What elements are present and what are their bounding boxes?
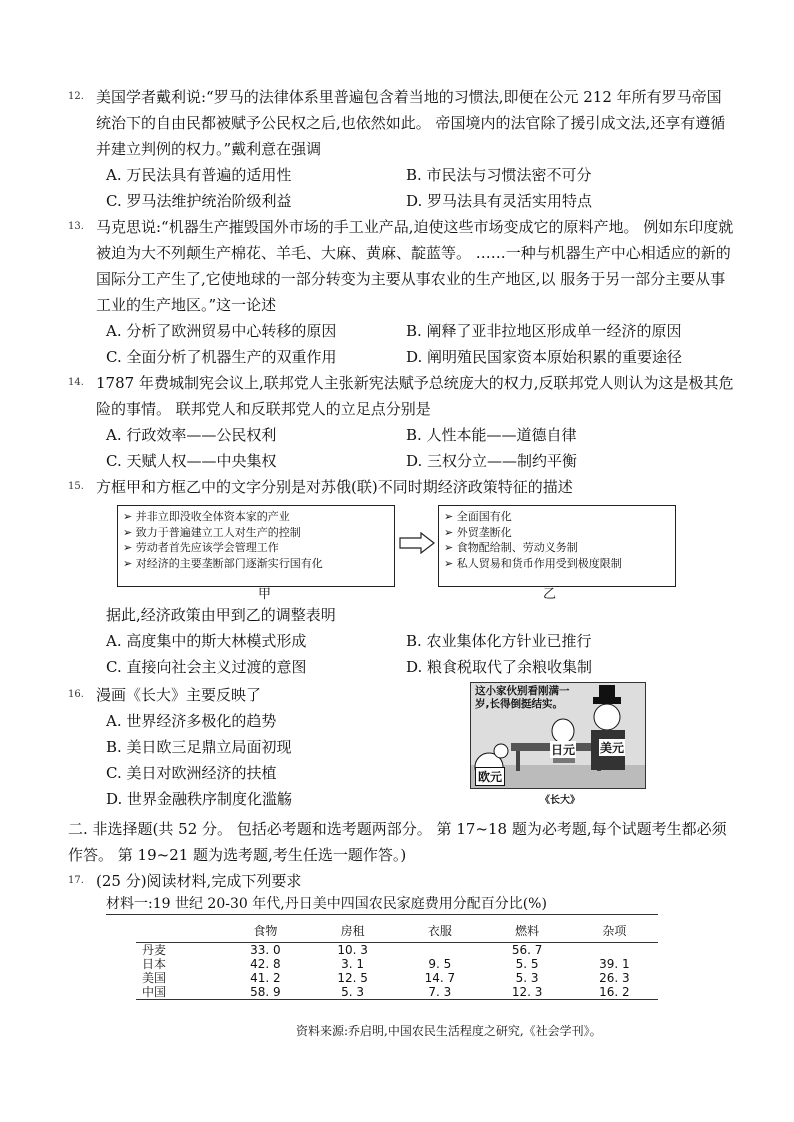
policy-box-b-item: ➢ 全面国有化	[444, 509, 670, 525]
question-follow-text: 据此,经济政策由甲到乙的调整表明	[106, 606, 336, 624]
question-stem: 方框甲和方框乙中的文字分别是对苏俄(联)不同时期经济政策特征的描述	[96, 478, 573, 496]
speech-line: 这小家伙别看刚满一	[475, 685, 570, 697]
option-c[interactable]: C. 全面分析了机器生产的双重作用	[106, 348, 337, 366]
policy-box-b-item: ➢ 外贸垄断化	[444, 525, 670, 541]
table-header-cell: 食物	[222, 918, 309, 943]
option-b[interactable]: B. 农业集体化方针业已推行	[406, 632, 592, 650]
table-cell: 56. 7	[511, 943, 543, 957]
table-header-row	[136, 918, 658, 943]
question-stem: 漫画《长大》主要反映了	[96, 686, 262, 704]
question-number: 15.	[68, 481, 84, 492]
policy-box-a-item: ➢ 并非立即没收全体资本家的产业	[123, 509, 389, 525]
question-number: 16.	[68, 689, 84, 700]
options	[106, 628, 746, 680]
question-stem: 马克思说:“机器生产摧毁国外市场的手工业产品,迫使这些市场变成它的原料产地。 例如东印度就被迫为大不列颠生产棉花、羊毛、大麻、黄麻、靛蓝等。 ……一种与机器生产中心相适应的新的国际分工产生了,它使地球的一部分转变为主要从事农业的生产地区,以 服务于另一部分主要从事工业的生产地区。”这一论述	[96, 218, 734, 314]
table-row	[136, 943, 658, 958]
option-d[interactable]: D. 世界金融秩序制度化滥觞	[106, 790, 293, 808]
table-cell: 3. 1	[341, 957, 365, 971]
question-15	[68, 474, 736, 500]
table-row-label: 中国	[136, 985, 222, 1000]
option-d[interactable]: D. 三权分立——制约平衡	[406, 452, 578, 470]
table-cell: 39. 1	[599, 957, 630, 971]
question-stem: 美国学者戴利说:“罗马的法律体系里普遍包含着当地的习惯法,即便在公元 212 年所有罗马帝国统治下的自由民都被赋予公民权之后,也依然如此。 帝国境内的法官除了援引成文法,还享有遵循并建立判例的权力。”戴利意在强调	[96, 88, 726, 158]
speech-line: 岁,长得倒挺结实。	[475, 698, 563, 710]
options	[106, 422, 736, 474]
cartoon-image	[470, 682, 646, 789]
options	[106, 162, 736, 214]
policy-box-b-item: ➢ 食物配给制、劳动义务制	[444, 540, 670, 556]
expense-table	[136, 918, 658, 1000]
table-cell: 42. 8	[250, 957, 281, 971]
table-cell: 16. 2	[571, 985, 658, 1000]
table-row-label: 美国	[142, 971, 167, 985]
table-cell: 12. 5	[337, 971, 368, 985]
question-number: 14.	[68, 377, 84, 388]
question-12	[68, 84, 736, 214]
table-cell	[571, 943, 658, 958]
table-cell	[396, 943, 483, 958]
table-cell: 7. 3	[396, 985, 483, 1000]
question-15-follow	[106, 602, 746, 680]
table-row-label: 日本	[142, 957, 167, 971]
cartoon-label-euro: 欧元	[475, 767, 505, 786]
option-d[interactable]: D. 罗马法具有灵活实用特点	[406, 192, 593, 210]
table-cell: 5. 3	[515, 971, 539, 985]
policy-box-a-item: ➢ 对经济的主要垄断部门逐渐实行国有化	[123, 556, 389, 572]
table-cell: 41. 2	[250, 971, 281, 985]
options	[106, 708, 456, 812]
policy-box-b	[438, 505, 676, 587]
box-b-label: 乙	[543, 587, 557, 602]
source-note: 资料来源:乔启明,中国农民生活程度之研究,《社会学刊》。	[296, 1024, 602, 1038]
question-number: 12.	[68, 91, 84, 102]
material-title: 材料一:19 世纪 20-30 年代,丹日美中四国农民家庭费用分配百分比(%)	[106, 894, 658, 915]
table-row	[136, 985, 658, 1000]
option-c[interactable]: C. 天赋人权——中央集权	[106, 452, 277, 470]
option-a[interactable]: A. 万民法具有普遍的适用性	[106, 166, 292, 184]
table-header-cell: 衣服	[396, 918, 483, 943]
box-a-label: 甲	[258, 587, 272, 602]
question-stem: (25 分)阅读材料,完成下列要求	[96, 872, 302, 890]
option-a[interactable]: A. 行政效率——公民权利	[106, 426, 277, 444]
table-cell: 58. 9	[222, 985, 309, 1000]
option-c[interactable]: C. 直接向社会主义过渡的意图	[106, 658, 307, 676]
section-heading: 二. 非选择题(共 52 分。 包括必考题和选考题两部分。 第 17~18 题为必考题,每个试题考生都必须作答。 第 19~21 题为选考题,考生任选一题作答。)	[68, 820, 727, 864]
table-body	[136, 943, 658, 1000]
table-cell: 9. 5	[428, 957, 452, 971]
option-d[interactable]: D. 阐明殖民国家资本原始积累的重要途径	[406, 348, 683, 366]
right-arrow-icon	[399, 532, 435, 554]
option-b[interactable]: B. 市民法与习惯法密不可分	[406, 166, 592, 184]
option-c[interactable]: C. 罗马法维护统治阶级利益	[106, 192, 292, 210]
policy-box-a-item: ➢ 致力于普遍建立工人对生产的控制	[123, 525, 389, 541]
cartoon-label-yen: 日元	[551, 743, 576, 757]
question-stem: 1787 年费城制宪会议上,联邦党人主张新宪法赋予总统庞大的权力,反联邦党人则认为这是极其危险的事情。 联邦党人和反联邦党人的立足点分别是	[96, 374, 734, 418]
question-number: 17.	[68, 875, 84, 886]
option-a[interactable]: A. 世界经济多极化的趋势	[106, 712, 277, 730]
cartoon-caption: 《长大》	[540, 795, 580, 806]
policy-box-a-item: ➢ 劳动者首先应该学会管理工作	[123, 540, 389, 556]
table-header-cell	[136, 918, 222, 943]
table-cell: 14. 7	[424, 971, 456, 985]
table-cell: 5. 5	[515, 957, 539, 971]
table-cell: 26. 3	[599, 971, 630, 985]
table-cell: 5. 3	[309, 985, 396, 1000]
options	[106, 318, 736, 370]
table-row-label: 丹麦	[142, 943, 167, 957]
table-header-cell: 房租	[309, 918, 396, 943]
cartoon-label-dollar: 美元	[600, 741, 625, 755]
question-16	[68, 682, 456, 812]
question-number: 13.	[68, 221, 84, 232]
option-c[interactable]: C. 美日对欧洲经济的扶植	[106, 764, 277, 782]
option-a[interactable]: A. 分析了欧洲贸易中心转移的原因	[106, 322, 337, 340]
option-b[interactable]: B. 人性本能——道德自律	[406, 426, 577, 444]
table-header-cell: 杂项	[571, 918, 658, 943]
option-b[interactable]: B. 美日欧三足鼎立局面初现	[106, 738, 292, 756]
question-13	[68, 214, 736, 370]
table-cell: 10. 3	[337, 943, 368, 957]
table-row	[136, 971, 658, 985]
policy-box-a	[117, 505, 395, 587]
option-d[interactable]: D. 粮食税取代了余粮收集制	[406, 658, 593, 676]
option-a[interactable]: A. 高度集中的斯大林模式形成	[106, 632, 307, 650]
question-17	[68, 868, 736, 894]
policy-box-b-item: ➢ 私人贸易和货币作用受到极度限制	[444, 556, 670, 572]
table-cell: 12. 3	[483, 985, 570, 1000]
table-row	[136, 957, 658, 971]
option-b[interactable]: B. 阐释了亚非拉地区形成单一经济的原因	[406, 322, 682, 340]
table-cell: 33. 0	[250, 943, 281, 957]
question-14	[68, 370, 736, 474]
table-header-cell: 燃料	[483, 918, 570, 943]
